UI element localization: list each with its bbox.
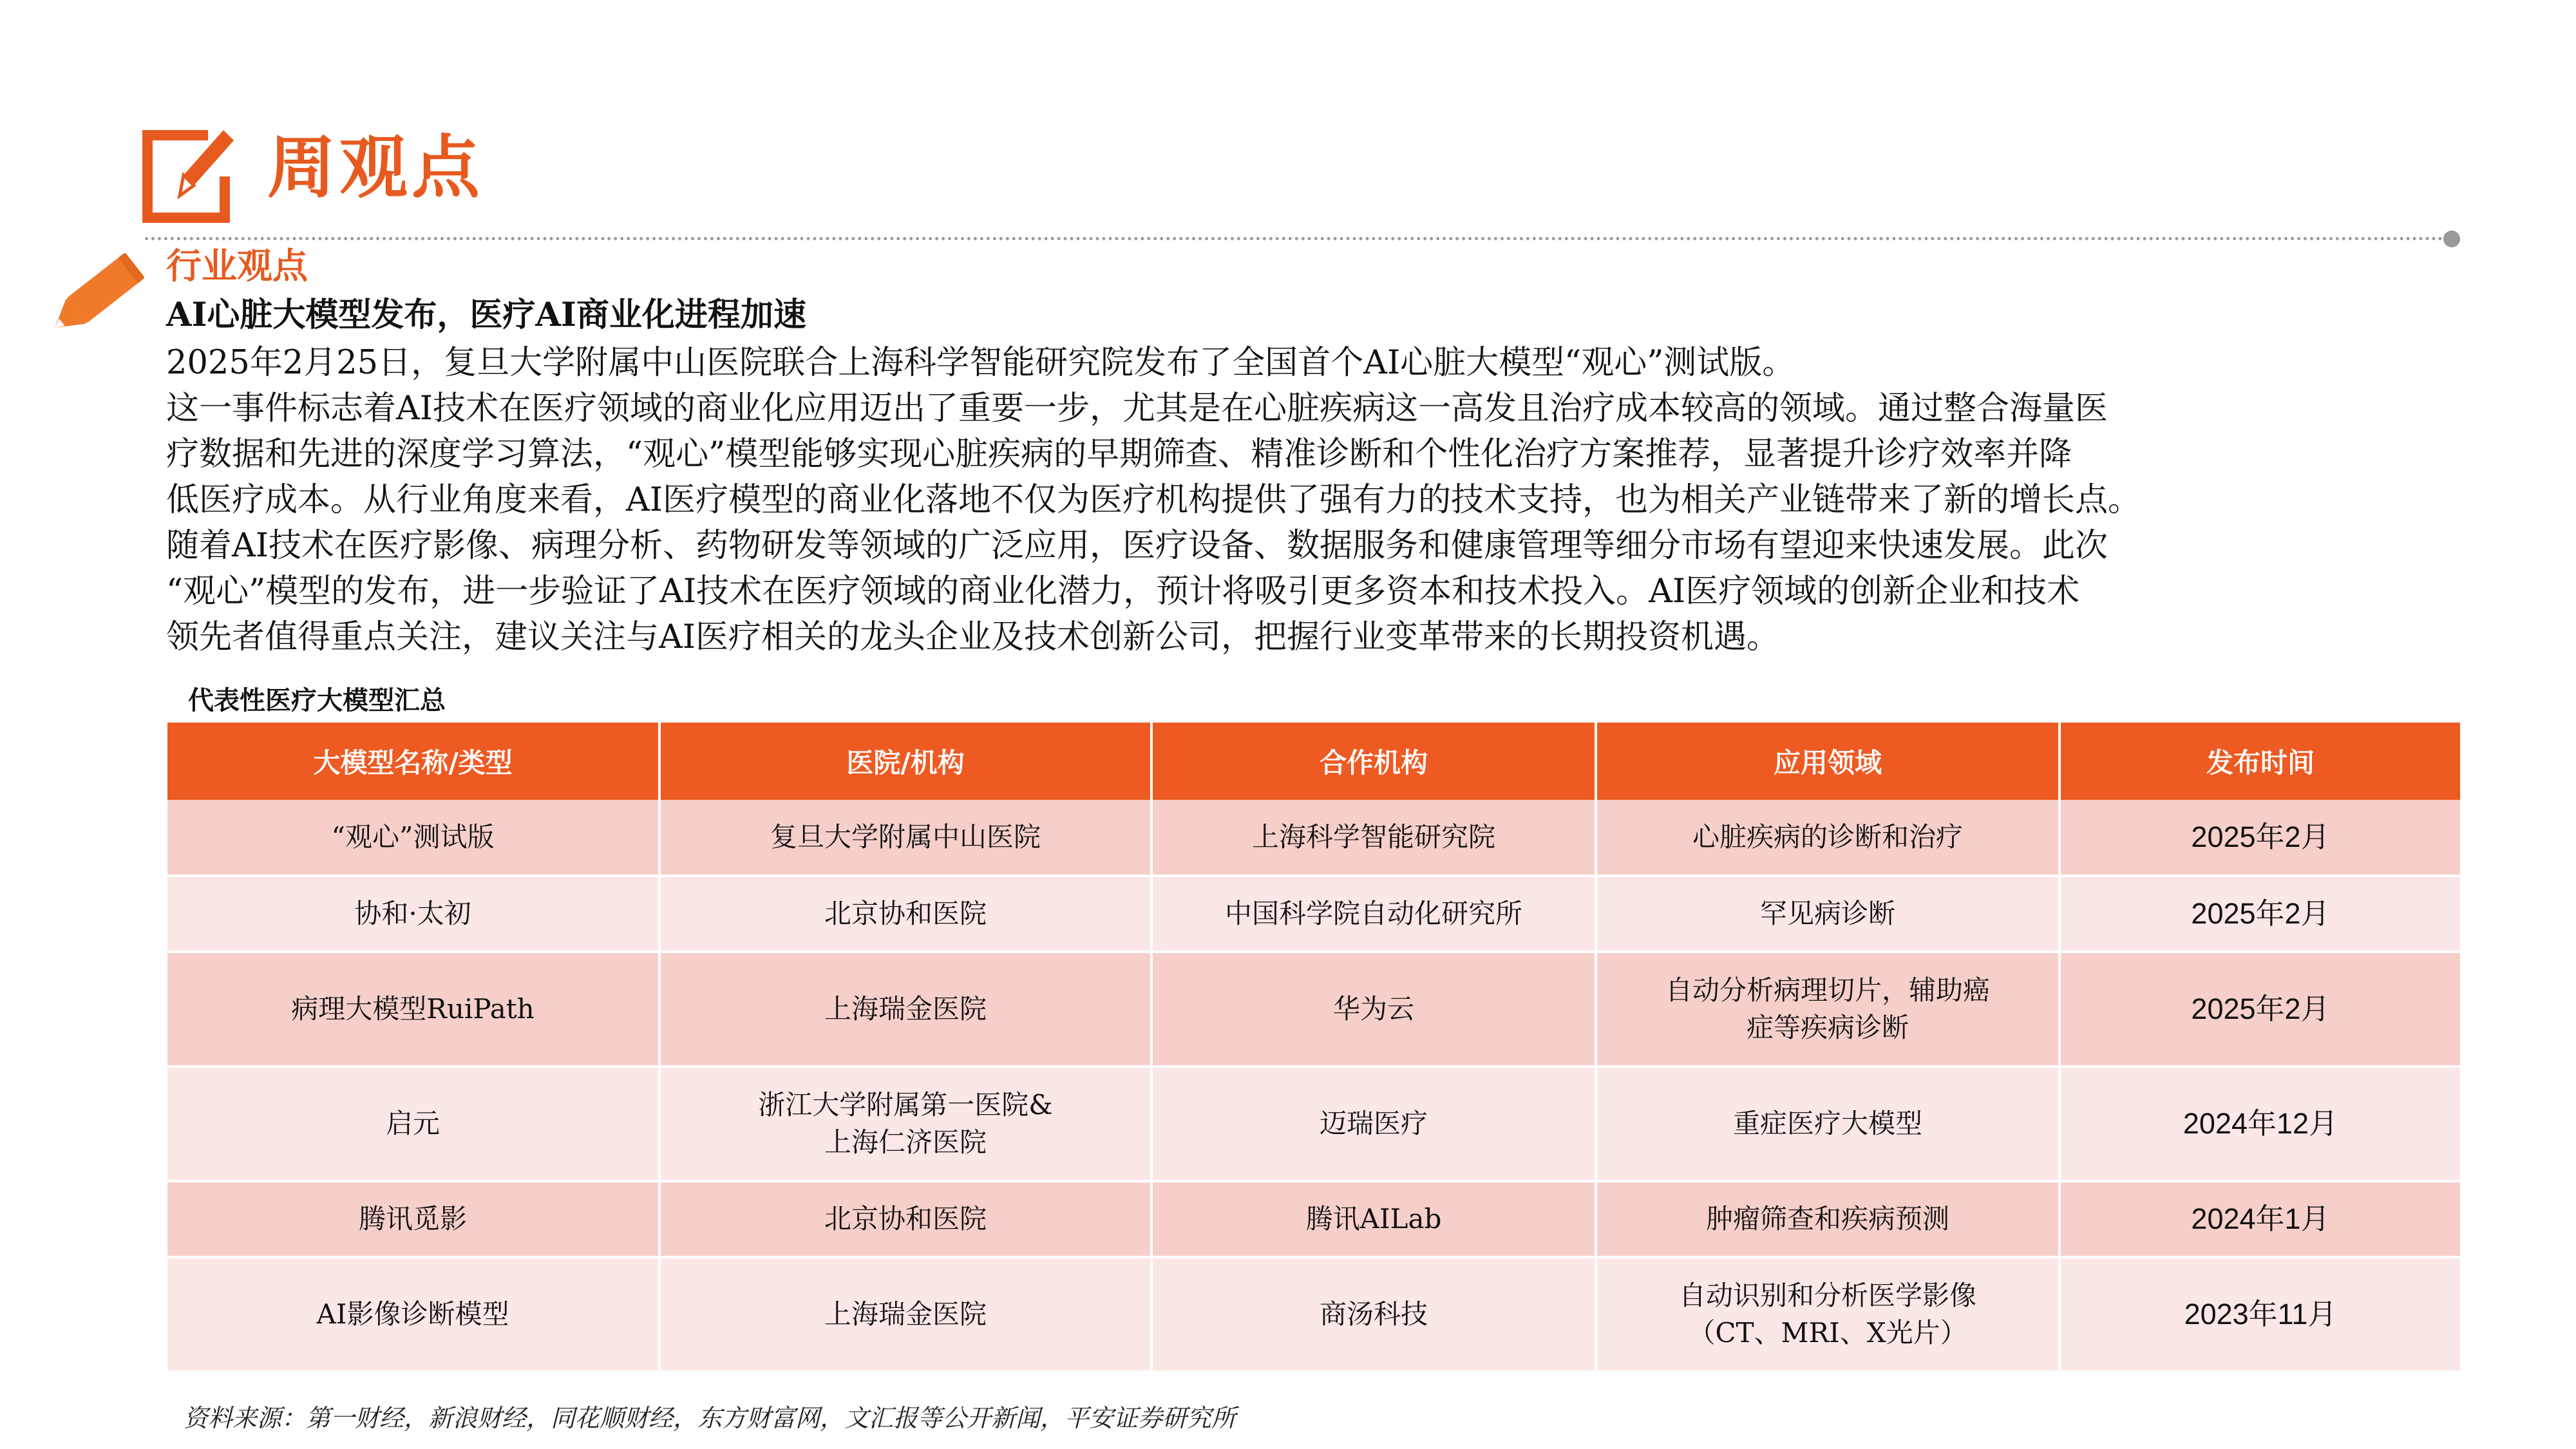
- cell-field: [1596, 1181, 2060, 1257]
- cell-field-line: 自动分析病理切片，辅助癌: [1665, 974, 1990, 1006]
- article-headline: AI心脏大模型发布，医疗AI商业化进程加速: [166, 296, 806, 334]
- column-header-date: 发布时间: [2060, 723, 2460, 800]
- cell-partner: 华为云: [1151, 952, 1596, 1066]
- cell-date: 2024年12月: [2060, 1066, 2460, 1181]
- cell-hospital: [659, 1181, 1151, 1257]
- cell-model-name: 协和·太初: [167, 876, 659, 952]
- article-line: 低医疗成本。从行业角度来看，AI医疗模型的商业化落地不仅为医疗机构提供了强有力的技术支持，也为相关产业链带来了新的增长点。: [166, 481, 2141, 519]
- cell-hospital-line: 浙江大学附属第一医院&: [758, 1089, 1053, 1121]
- cell-hospital: [659, 876, 1151, 952]
- cell-model-name: 病理大模型RuiPath: [167, 952, 659, 1066]
- cell-model-name: “观心”测试版: [167, 800, 659, 876]
- cell-partner: 上海科学智能研究院: [1151, 800, 1596, 876]
- table-row: [167, 952, 2460, 1066]
- cell-model-name: AI影像诊断模型: [167, 1257, 659, 1372]
- section-label: 行业观点: [166, 245, 308, 287]
- article-line: “观心”模型的发布，进一步验证了AI技术在医疗领域的商业化潜力，预计将吸引更多资本和技术投入。AI医疗领域的创新企业和技术: [166, 573, 2080, 611]
- table-header-row: [167, 723, 2460, 800]
- cell-date: 2025年2月: [2060, 800, 2460, 876]
- cell-partner: 商汤科技: [1151, 1257, 1596, 1372]
- divider-end-dot: [2443, 231, 2460, 247]
- cell-field-line: 心脏疾病的诊断和治疗: [1692, 821, 1963, 853]
- cell-hospital-line: 上海仁济医院: [824, 1126, 987, 1158]
- models-table: [167, 723, 2460, 1373]
- source-note: 资料来源：第一财经，新浪财经，同花顺财经，东方财富网，文汇报等公开新闻，平安证券研究所: [184, 1404, 1236, 1432]
- column-header-hospital: 医院/机构: [659, 723, 1151, 800]
- cell-field-line: 症等疾病诊断: [1746, 1012, 1909, 1043]
- article-line: 领先者值得重点关注，建议关注与AI医疗相关的龙头企业及技术创新公司，把握行业变革带来的长期投资机遇。: [166, 618, 1779, 656]
- page-title: 周观点: [267, 127, 484, 207]
- cell-hospital-line: 上海瑞金医院: [824, 1298, 987, 1330]
- cell-field-line: 肿瘤筛查和疾病预测: [1705, 1203, 1949, 1235]
- cell-hospital-line: 北京协和医院: [824, 1203, 987, 1235]
- cell-hospital-line: 北京协和医院: [824, 898, 987, 929]
- cell-date: 2024年1月: [2060, 1181, 2460, 1257]
- cell-field: [1596, 1257, 2060, 1372]
- cell-hospital: [659, 800, 1151, 876]
- article-line: 疗数据和先进的深度学习算法，“观心”模型能够实现心脏疾病的早期筛查、精准诊断和个性化治疗方案推荐，显著提升诊疗效率并降: [166, 435, 2072, 473]
- article-body: [166, 340, 2485, 660]
- cell-partner: 腾讯AILab: [1151, 1181, 1596, 1257]
- pencil-icon: [40, 240, 153, 352]
- cell-model-name: 启元: [167, 1066, 659, 1181]
- article-line: 2025年2月25日，复旦大学附属中山医院联合上海科学智能研究院发布了全国首个AI心脏大模型“观心”测试版。: [166, 344, 1795, 382]
- article-line: 这一事件标志着AI技术在医疗领域的商业化应用迈出了重要一步，尤其是在心脏疾病这一高发且治疗成本较高的领域。通过整合海量医: [166, 390, 2108, 428]
- cell-hospital: [659, 1257, 1151, 1372]
- cell-hospital-line: 复旦大学附属中山医院: [770, 821, 1041, 853]
- cell-field: [1596, 1066, 2060, 1181]
- cell-field: [1596, 800, 2060, 876]
- cell-date: 2023年11月: [2060, 1257, 2460, 1372]
- table-row: [167, 1257, 2460, 1372]
- table-row: [167, 1066, 2460, 1181]
- article-line: 随着AI技术在医疗影像、病理分析、药物研发等领域的广泛应用，医疗设备、数据服务和健康管理等细分市场有望迎来快速发展。此次: [166, 527, 2108, 565]
- cell-hospital: [659, 1066, 1151, 1181]
- edit-document-icon: [138, 116, 235, 225]
- table-title: 代表性医疗大模型汇总: [188, 685, 446, 715]
- table-row: [167, 876, 2460, 952]
- cell-date: 2025年2月: [2060, 952, 2460, 1066]
- header-divider: [145, 237, 2450, 240]
- cell-field-line: 罕见病诊断: [1759, 898, 1895, 929]
- table-row: [167, 1181, 2460, 1257]
- cell-field-line: （CT、MRI、X光片）: [1688, 1317, 1967, 1349]
- cell-field: [1596, 952, 2060, 1066]
- cell-field-line: 重症医疗大模型: [1732, 1108, 1922, 1139]
- cell-field-line: 自动识别和分析医学影像: [1678, 1280, 1976, 1311]
- table-row: [167, 800, 2460, 876]
- column-header-partner: 合作机构: [1151, 723, 1596, 800]
- cell-hospital: [659, 952, 1151, 1066]
- cell-partner: 迈瑞医疗: [1151, 1066, 1596, 1181]
- cell-date: 2025年2月: [2060, 876, 2460, 952]
- cell-partner: 中国科学院自动化研究所: [1151, 876, 1596, 952]
- cell-field: [1596, 876, 2060, 952]
- column-header-field: 应用领域: [1596, 723, 2060, 800]
- cell-hospital-line: 上海瑞金医院: [824, 993, 987, 1025]
- column-header-model: 大模型名称/类型: [167, 723, 659, 800]
- cell-model-name: 腾讯觅影: [167, 1181, 659, 1257]
